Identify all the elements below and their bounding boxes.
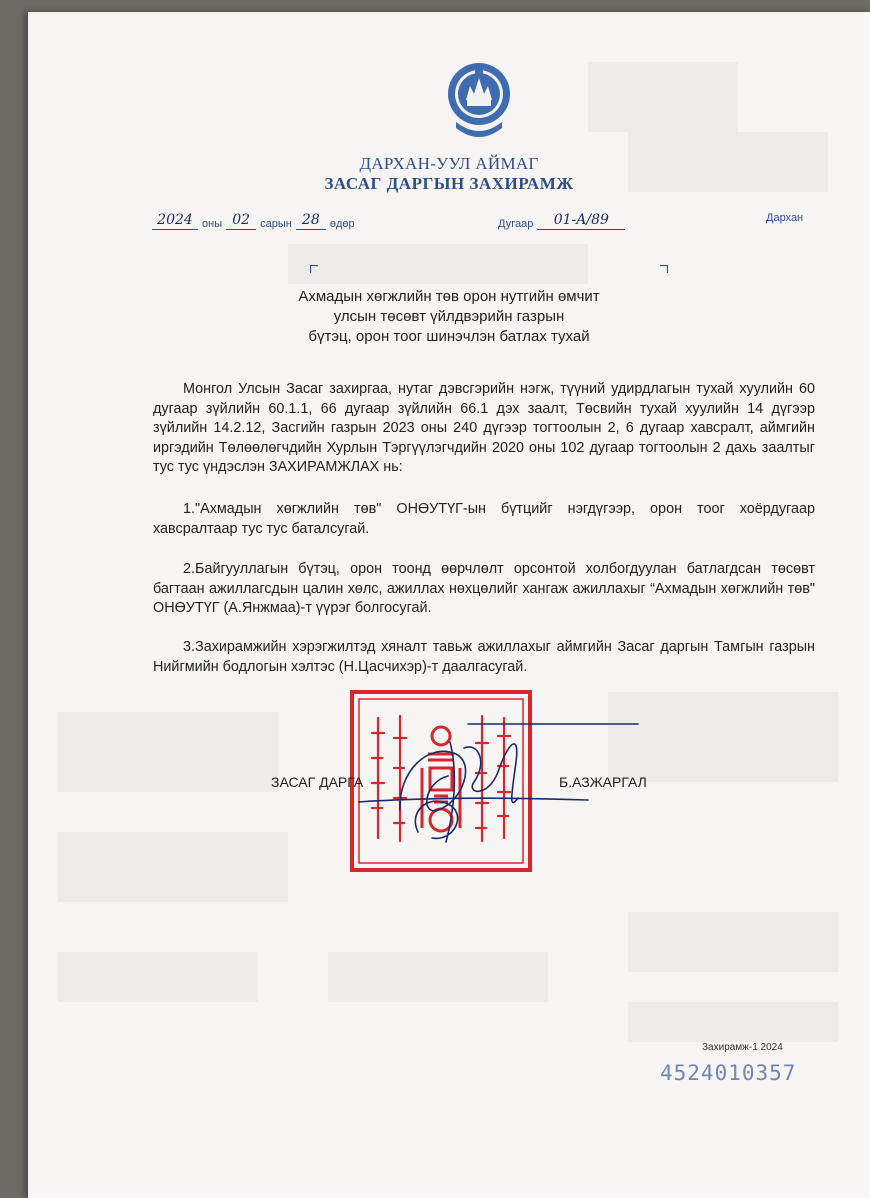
signer-position: ЗАСАГ ДАРГА: [271, 774, 364, 790]
document-type: ЗАСАГ ДАРГЫН ЗАХИРАМЖ: [324, 174, 574, 193]
day-value: 28: [296, 212, 326, 230]
number-value: 01-A/89: [537, 212, 625, 230]
bleed-through: [628, 912, 838, 972]
bleed-through: [628, 1002, 838, 1042]
bleed-through: [58, 712, 278, 792]
title-line: Ахмадын хөгжлийн төв орон нутгийн өмчит: [298, 288, 600, 305]
year-value: 2024: [152, 212, 198, 230]
document-page: [28, 12, 870, 1198]
bleed-through: [328, 952, 548, 1002]
preamble-paragraph: Монгол Улсын Засаг захиргаа, нутаг дэвсгэрийн нэгж, түүний удирдлагын тухай хуулийн 60 дугаар зүйлийн 60.1.1, 66 дугаар зүйлийн 66.1 дэх заалт, Төсвийн тухай хуулийн 14 дүгээр зүйлийн 14.2.12, Засгийн газрын 2023 оны 240 дүгээр тогтоолын 2, 6 дугаар хавсралт, аймгийн иргэдийн Төлөөлөгчдийн Хурлын Тэргүүлэгчдийн 2020 оны 102 дугаар тогтоолын 2 дахь заалтыг тус тус үндэслэн ЗАХИРАМЖЛАХ нь:: [153, 381, 815, 475]
number-field: [494, 212, 625, 236]
month-label: сарын: [260, 218, 292, 230]
day-label: өдөр: [329, 218, 355, 230]
title-line: бүтэц, орон тоог шинэчлэн батлах тухай: [308, 328, 590, 345]
order-item-2: 2.Байгууллагын бүтэц, орон тоонд өөрчлөлт орсонтой холбогдуулан батлагдсан төсөвт багтаан ажиллагсдын цалин хөлс, ажиллах нөхцөлийг хангаж ажиллахыг “Ахмадын хөгжлийн төв" ОНӨУТҮГ (А.Янжмаа)-т үүрэг болгосугай.: [153, 561, 815, 616]
bracket-right-icon: [660, 265, 668, 273]
bracket-left-icon: [310, 265, 318, 273]
month-value: 02: [226, 212, 256, 230]
number-label: Дугаар: [498, 218, 534, 230]
state-emblem-icon: [444, 60, 514, 146]
year-label: оны: [202, 218, 223, 230]
place-name: Дархан: [766, 212, 804, 224]
bleed-through: [588, 62, 738, 132]
form-code: Захирамж-1 2024: [702, 1042, 783, 1053]
order-item-1: 1."Ахмадын хөгжлийн төв" ОНӨУТҮГ-ын бүтцийг нэгдүгээр, орон тоог хоёрдугаар хавсралтаар тус тус баталсугай.: [153, 501, 815, 537]
title-line: улсын төсөвт үйлдвэрийн газрын: [333, 308, 565, 325]
signer-name: Б.АЗЖАРГАЛ: [559, 774, 647, 790]
date-field: [152, 212, 359, 236]
organization-name: ДАРХАН-УУЛ АЙМАГ: [359, 154, 539, 173]
serial-number: 4524010357: [660, 1061, 797, 1085]
bleed-through: [58, 832, 288, 902]
order-item-3: 3.Захирамжийн хэрэгжилтэд хяналт тавьж ажиллахыг аймгийн Засаг даргын Тамгын газрын Нийгмийн бодлогын хэлтэс (Н.Цасчихэр)-т даалгасугай.: [153, 639, 815, 675]
bleed-through: [58, 952, 258, 1002]
bleed-through: [288, 244, 588, 284]
